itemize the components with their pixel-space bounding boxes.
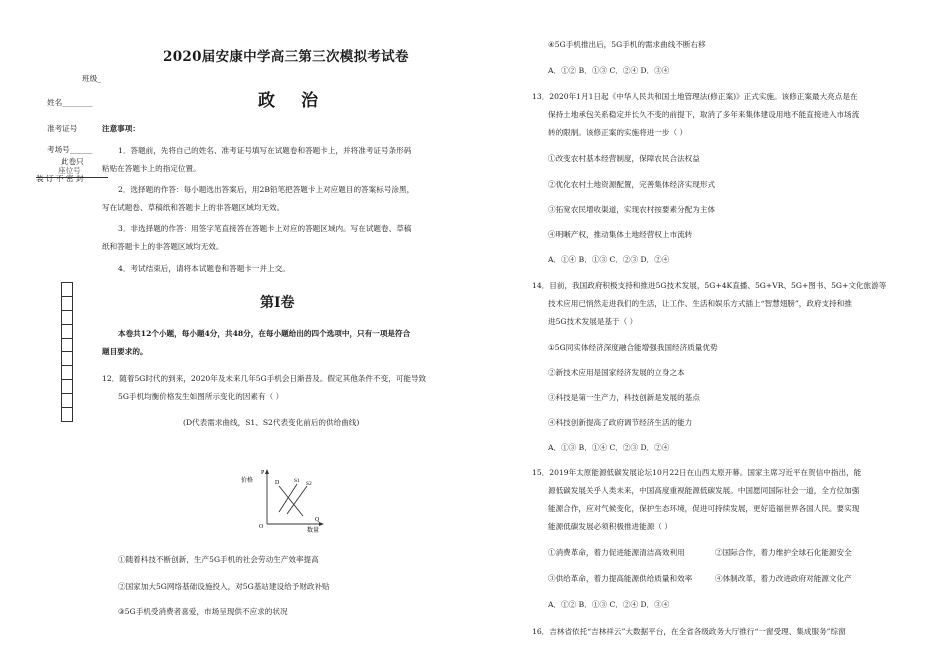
room-field[interactable]: 考场号______ [47,145,93,154]
q14-option-3: ③科技是第一生产力，科技创新是发展的基点 [548,393,700,402]
q15-option-3: ③供给革命，着力提高能源供给质量和效率 [548,574,693,583]
graph-label-o: O [259,524,264,530]
q12-line-2: 5G手机均衡价格发生如图所示变化的因素有（ ） [118,392,284,401]
q14-option-2: ②新技术应用是国家经济发展的立身之本 [548,368,685,377]
q14-line-3: 进5G技术发展是基于（ ） [548,317,638,326]
q15-option-4: ④体制改革，着力改进政府对能源文化产 [715,574,852,583]
seal-line-text: 此卷只 [61,157,84,166]
seat-number-boxes[interactable] [61,282,73,422]
q12-note: (D代表需求曲线，S1、S2代表变化前后的供给曲线) [183,418,360,427]
q15-line-1: 15．2019年太原能源低碳发展论坛10月22日在山西太原开幕。国家主席习近平在贺信中指出，能 [532,468,862,477]
graph-label-p: P [261,470,265,476]
room-label: 考场号 [47,145,70,154]
notice-title: 注意事项： [102,124,140,133]
graph-label-d: D [275,480,280,486]
notice-line-5: 3．非选择题的作答：用签字笔直接答在答题卡上对应的答题区域内。写在试题卷、草稿 [118,224,412,233]
q12-line-1: 12．随着5G时代的到来，2020年及未来几年5G手机会日渐普及。假定其他条件不变，可能导致 [102,374,427,383]
graph-label-qty: 数量 [307,527,320,534]
q14-option-4: ④科技创新提高了政府调节经济生活的能力 [548,418,693,427]
x-axis-arrow [319,522,324,526]
q13-choices: A．①④ B．①③ C．②③ D．②④ [548,255,670,264]
q14-choices: A．①③ B．①④ C．②③ D．②④ [548,443,670,452]
q14-line-2: 技术应用已悄然走进我们的生活，让工作、生活和娱乐方式插上“智慧翅膀”，政府支持和推 [548,299,852,308]
notice-line-2: 粘贴在答题卡上的指定位置。 [102,164,201,173]
q15-option-2: ②国际合作，着力维护全球石化能源安全 [715,548,852,557]
section-desc-1: 本卷共12个小题，每小题4分，共48分，在每小题给出的四个选项中，只有一项是符合 [118,329,411,338]
class-field[interactable]: 班级_ [82,74,101,83]
subject-title: 政治 [258,91,344,111]
q13-option-4: ④明晰产权，推动集体土地经营权上市流转 [548,230,693,239]
notice-line-7: 4．考试结束后，请将本试题卷和答题卡一并上交。 [118,264,290,273]
ticket-label: 准考证号 [47,124,78,133]
q14-option-1: ①5G同实体经济深度融合能增强我国经济质量优势 [548,343,718,352]
section-desc-2: 题目要求的。 [102,347,148,356]
q14-line-1: 14．目前，我国政府积极支持和推进5G技术发展，5G+4K直播、5G+VR、5G+图书、5G+文化旅游等 [532,281,887,290]
binding-line [36,177,108,178]
notice-line-6: 纸和答题卡上的非答题区域均无效。 [102,242,224,251]
q15-line-2: 源低碳发展关乎人类未来，中国高度重视能源低碳发展。中国愿同国际社会一道，全方位加强 [548,486,860,495]
q12-option-2: ②国家加大5G网络基础设施投入，对5G基站建设给予财政补贴 [118,582,330,591]
q16-line-1: 16．吉林省依托“吉林祥云”大数据平台，在全省各级政务大厅推行“一窗受理、集成服务”综窗 [532,627,846,636]
q13-option-3: ③拓宽农民增收渠道，实现农村按要素分配为主体 [548,205,716,214]
notice-line-1: 1．答题前，先将自己的姓名、准考证号填写在试题卷和答题卡上，并将准考证号条形码 [118,146,412,155]
q12-choices: A．①② B．①③ C．②④ D．③④ [548,66,670,75]
exam-title: 2020届安康中学高三第三次模拟考试卷 [163,49,409,65]
section-title: 第Ⅰ卷 [260,295,295,311]
graph-label-price: 价格 [241,477,254,484]
seal-words: 装 订 不 密 封 [36,174,84,183]
seat-label: 座位号 [58,166,81,175]
class-label: 班级 [82,74,98,83]
graph-label-s2: S2 [306,481,312,487]
q13-option-2: ②优化农村土地资源配置，完善集体经济实现形式 [548,180,716,189]
name-field[interactable]: 姓名________ [47,98,93,107]
q13-line-1: 13．2020年1月1日起《中华人民共和国土地管理法(修正案)》正式实施。该修正案最大亮点是在 [532,92,858,101]
q15-line-4: 能源低碳发展必须积极推进能源（ ） [548,522,672,531]
q13-line-2: 保持土地承包关系稳定并长久不变的前提下，取消了多年来集体建设用地不能直接进入市场流 [548,110,860,119]
demand-curve [279,486,303,516]
notice-line-3: 2．选择题的作答：每小题选出答案后，用2B铅笔把答题卡上对应题目的答案标号涂黑， [118,185,415,194]
q15-choices: A．①② B．①③ C．②④ D．③④ [548,600,670,609]
graph-label-q: Q [315,517,320,523]
name-label: 姓名 [47,98,63,107]
q13-line-3: 转的限制。该修正案的实施将进一步（ ） [548,128,688,137]
q13-option-1: ①改变农村基本经营制度，保障农民合法权益 [548,154,700,163]
q12-option-4: ④5G手机推出后，5G手机的需求曲线不断右移 [548,40,706,49]
supply-curve-s1 [279,484,297,512]
supply-demand-graph [241,466,333,534]
q15-line-3: 能源合作，应对气候变化，保护生态环境，促进可持续发展，更好造福世界各国人民。要实现 [548,504,860,513]
notice-line-4: 写在试题卷、草稿纸和答题卡上的非答题区域均无效。 [102,203,285,212]
graph-label-s1: S1 [294,478,300,484]
q15-option-1: ①消费革命，着力促进能源清洁高效利用 [548,548,685,557]
y-axis-arrow [265,469,269,474]
q12-option-3: ③5G手机受消费者喜爱，市场呈现供不应求的状况 [118,607,288,616]
q12-option-1: ①随着科技不断创新，生产5G手机的社会劳动生产效率提高 [118,555,319,564]
